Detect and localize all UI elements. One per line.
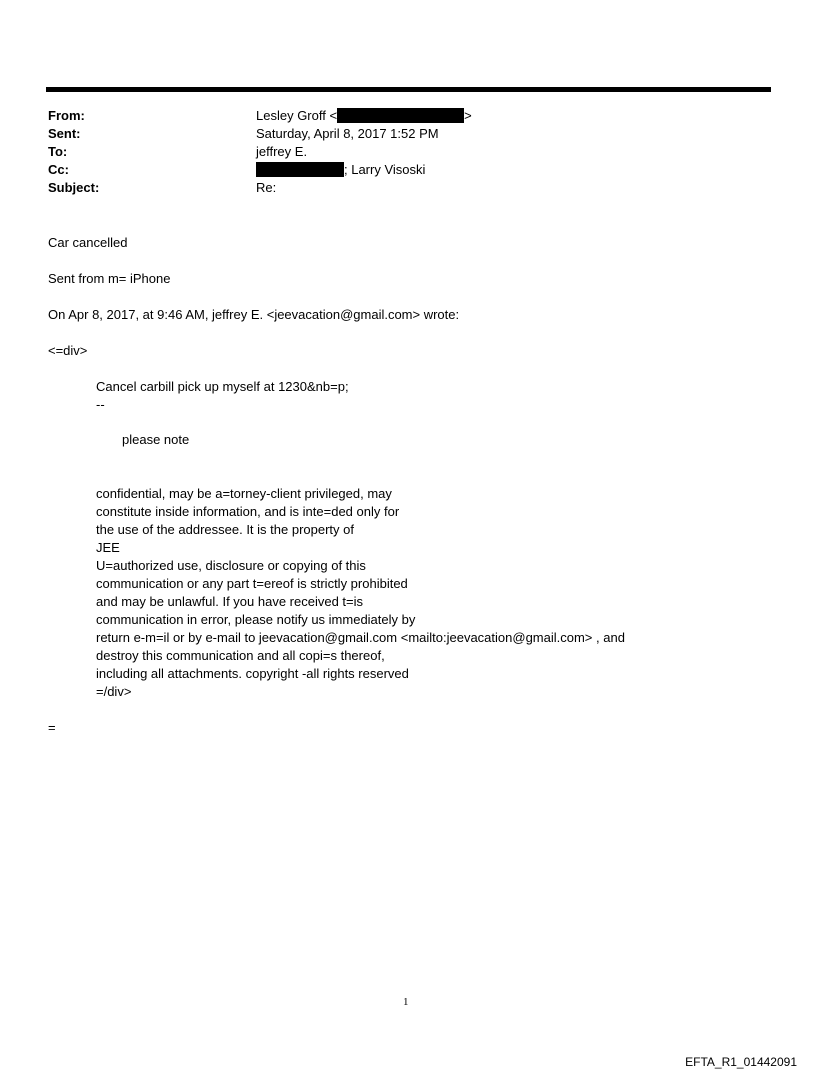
disclaimer-line: including all attachments. copyright -all rights reserved bbox=[96, 666, 409, 681]
cc-label: Cc: bbox=[48, 162, 69, 177]
to-value: jeffrey E. bbox=[256, 144, 308, 159]
subject-label: Subject: bbox=[48, 180, 100, 195]
subject-value: Re: bbox=[256, 180, 277, 195]
redaction-box bbox=[337, 108, 464, 123]
disclaimer-line: communication or any part t=ereof is strictly prohibited bbox=[96, 576, 408, 591]
from-close: > bbox=[464, 108, 472, 123]
disclaimer-line: destroy this communication and all copi=s thereof, bbox=[96, 648, 385, 663]
cc-text: ; Larry Visoski bbox=[344, 162, 426, 177]
sent-label: Sent: bbox=[48, 126, 81, 141]
to-label: To: bbox=[48, 144, 68, 159]
header-rule bbox=[46, 87, 771, 92]
disclaimer-line: U=authorized use, disclosure or copying of this bbox=[96, 558, 366, 573]
bates-number: EFTA_R1_01442091 bbox=[685, 1055, 797, 1069]
disclaimer-line: and may be unlawful. If you have received t=is bbox=[96, 594, 364, 609]
cc-value bbox=[256, 162, 425, 178]
disclaimer-line: JEE bbox=[96, 540, 120, 555]
disclaimer-line: =/div> bbox=[96, 684, 132, 699]
sent-value: Saturday, April 8, 2017 1:52 PM bbox=[256, 126, 439, 141]
trailing-equals: = bbox=[48, 720, 56, 735]
disclaimer-line: constitute inside information, and is inte=ded only for bbox=[96, 504, 400, 519]
separator-dashes: -- bbox=[96, 397, 105, 412]
disclaimer-line: the use of the addressee. It is the property of bbox=[96, 522, 354, 537]
reply-text: Car cancelled bbox=[48, 235, 128, 250]
div-open-text: <=div> bbox=[48, 343, 88, 358]
quote-intro: On Apr 8, 2017, at 9:46 AM, jeffrey E. <jeevacation@gmail.com> wrote: bbox=[48, 307, 460, 322]
quoted-message: Cancel carbill pick up myself at 1230&nb=p; bbox=[96, 379, 349, 394]
redaction-box bbox=[256, 162, 344, 177]
signature-text: Sent from m= iPhone bbox=[48, 271, 171, 286]
from-label: From: bbox=[48, 108, 85, 123]
from-name: Lesley Groff < bbox=[256, 108, 338, 123]
disclaimer-line: communication in error, please notify us immediately by bbox=[96, 612, 416, 627]
please-note-text: please note bbox=[122, 432, 190, 447]
from-value bbox=[256, 108, 472, 124]
disclaimer-line: confidential, may be a=torney-client privileged, may bbox=[96, 486, 392, 501]
page-number: 1 bbox=[403, 996, 409, 1008]
disclaimer-line: return e-m=il or by e-mail to jeevacation@gmail.com <mailto:jeevacation@gmail.com> , and bbox=[96, 630, 625, 645]
